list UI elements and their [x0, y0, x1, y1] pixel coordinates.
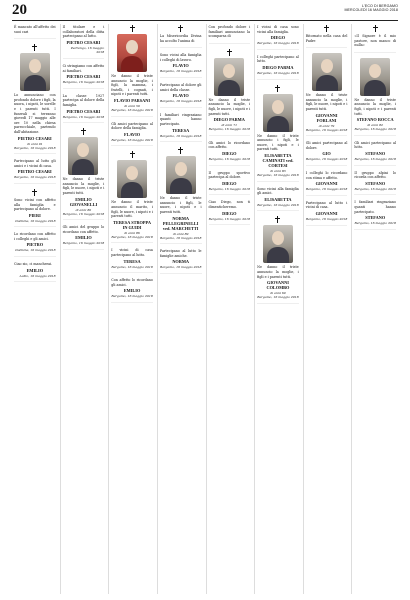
notice-text: I vicini di casa sono vicini alla famiglia.: [257, 25, 299, 34]
obituary-notice: [209, 141, 251, 166]
cross-icon: [227, 49, 232, 56]
notice-text: Con profondo dolore i familiari annunciano la scomparsa di: [208, 25, 251, 39]
deceased-name: EMILIO: [123, 288, 141, 294]
deceased-photo: [117, 34, 147, 72]
cross-icon: [81, 128, 86, 135]
deceased-name: STEFANO: [365, 180, 386, 186]
deceased-name: DIEGO: [222, 180, 237, 186]
obituary-notice: [14, 159, 56, 184]
notice-text: Partecipano al lutto i vicini di casa.: [305, 200, 348, 210]
deceased-name: PIERI: [28, 212, 41, 218]
obituary-notice: [209, 25, 251, 44]
notice-text: Ne danno il triste annuncio la moglie, i figli, le nuore, i nipoti e i parenti tutti.: [62, 177, 105, 195]
notice-place-date: Bergamo, 16 maggio 2018: [111, 294, 153, 299]
deceased-photo: [214, 58, 244, 96]
notice-place-date: Bergamo, 16 maggio 2018: [62, 211, 105, 216]
obituary-notice: [160, 147, 202, 244]
obituary-notice: [160, 53, 202, 78]
notice-place-date: Pedrengo, 16 maggio 2018: [70, 45, 105, 55]
deceased-name: PIETRO CESARI: [17, 135, 52, 141]
cross-icon: [178, 25, 183, 32]
notice-text: Ciao Diego, non ti dimenticheremo.: [208, 200, 251, 209]
obituary-notice: [160, 83, 202, 108]
deceased-age: di anni 60: [270, 291, 286, 296]
notice-place-date: Bergamo, 16 maggio 2018: [257, 202, 299, 207]
obituary-notice: [63, 225, 105, 250]
deceased-name: PIETRO CESARI: [66, 39, 101, 45]
deceased-age: di anni 71: [221, 123, 238, 128]
notice-place-date: Bergamo, 16 maggio 2018: [62, 80, 105, 85]
cross-icon: [130, 25, 135, 32]
cross-icon: [324, 25, 329, 32]
deceased-photo: [117, 160, 147, 198]
page-header: [12, 4, 398, 21]
notice-place-date: Bergamo, 16 maggio 2018: [111, 137, 153, 142]
notice-text: Gli amici partecipano al dolore.: [305, 141, 348, 150]
notice-place-date: Bergamo, 16 maggio 2018: [305, 216, 348, 221]
deceased-photo: [20, 53, 50, 91]
obituary-notice: [209, 171, 251, 196]
cross-icon: [32, 44, 37, 51]
obituary-notice: [14, 44, 56, 154]
notice-text: Ne danno il triste annuncio la moglie, i figli, i nipoti e i parenti tutti.: [354, 97, 396, 116]
notice-text: I colleghi partecipano al lutto.: [257, 54, 299, 64]
obituary-notice: [257, 187, 299, 212]
notice-place-date: Bergamo, 16 maggio 2018: [159, 99, 202, 104]
obituary-notice: [306, 53, 348, 136]
obituary-notice: [160, 25, 202, 48]
deceased-photo: [166, 156, 196, 194]
notice-text: Ne danno il triste annuncio i figli, le nuore, i nipoti e i parenti tutti.: [159, 196, 202, 214]
deceased-name: TERESA STROPPA IN GUIDI: [113, 219, 151, 230]
notice-text: Il titolare e i collaboratori della ditta partecipano al lutto.: [62, 25, 105, 39]
notice-place-date: Bergamo, 16 maggio 2018: [354, 186, 396, 191]
notice-text: Il gruppo sportivo partecipa al dolore.: [208, 170, 251, 180]
deceased-name: EMILIO: [75, 235, 92, 241]
notice-place-date: Bergamo, 16 maggio 2018: [62, 114, 105, 119]
notice-place-date: Bergamo, 16 maggio 2018: [14, 175, 56, 180]
deceased-name: FLAVIO PARSANI: [114, 97, 151, 103]
deceased-name: DIEGO: [222, 150, 237, 156]
obituary-notice: [14, 189, 56, 227]
notice-text: Gli amici partecipano al lutto.: [354, 140, 396, 150]
notice-text: Ritornato nella casa del Padre: [305, 34, 348, 43]
deceased-age: di anni 91: [26, 141, 43, 146]
deceased-age: di anni 89: [172, 231, 189, 236]
notice-text: La Misericordia Divina ha accolto l'anima di: [159, 34, 202, 43]
notice-text: Gli amici del gruppo lo ricordano con affetto.: [62, 225, 105, 234]
deceased-name: GIOVANNI: [315, 181, 338, 187]
notice-text: Sono vicini alla famiglia i colleghi di lavoro.: [159, 53, 202, 62]
obituary-notice: [14, 232, 56, 257]
deceased-name: ELISABETTA: [264, 196, 292, 202]
notice-place-date: Bergamo, 16 maggio 2018: [257, 295, 299, 300]
obituary-notice: [14, 262, 56, 282]
deceased-photo: [360, 58, 390, 96]
notice-place-date: Bergamo, 16 maggio 2018: [305, 187, 348, 192]
column-8: [351, 24, 398, 594]
notice-text: Gli amici partecipano al dolore della famiglia.: [111, 121, 153, 131]
deceased-photo: [68, 137, 98, 175]
notice-place-date: Bergamo, 16 maggio 2018: [305, 157, 348, 162]
publication-date: MERCOLEDÌ 16 MAGGIO 2018: [344, 8, 398, 13]
notice-text: Sono vicini alla famiglia gli amici.: [257, 186, 299, 196]
notice-place-date: Dalmine, 16 maggio 2018: [15, 248, 56, 253]
notice-text: Lo ricordano con affetto i colleghi e gli amici.: [14, 232, 56, 241]
notice-place-date: Bergamo, 16 maggio 2018: [354, 127, 396, 132]
obituary-notice: [111, 25, 153, 117]
deceased-name: FLAVIO: [172, 63, 189, 69]
obituary-notice: [306, 25, 348, 48]
column-4: [157, 24, 204, 594]
notice-text: Ne danno il triste annuncio la moglie, i figli, le nuore, i nipoti e i parenti tutti.: [305, 93, 348, 111]
publication-info: [344, 4, 398, 13]
obituary-notice: [63, 25, 105, 59]
deceased-name: PIETRO: [26, 242, 44, 248]
obituary-notice: [354, 141, 396, 166]
deceased-age: di anni 82: [367, 123, 384, 128]
notice-text: Il gruppo alpini lo ricorda con affetto.: [354, 170, 396, 180]
deceased-name: FLAVIO: [123, 131, 141, 137]
deceased-name: FLAVIO: [172, 93, 189, 99]
obituary-notice: [306, 201, 348, 226]
notice-text: Ne danno il triste annuncio il marito, i figli, le nuore, i nipoti e i parenti tutti.: [111, 200, 153, 219]
notice-place-date: Bergamo, 16 maggio 2018: [354, 221, 396, 226]
notice-place-date: Bergamo, 16 maggio 2018: [159, 235, 202, 240]
notice-place-date: Bergamo, 16 maggio 2018: [111, 107, 153, 112]
notice-place-date: Bergamo, 16 maggio 2018: [257, 70, 299, 75]
notice-place-date: Bergamo, 16 maggio 2018: [208, 186, 251, 191]
notice-place-date: Bergamo, 16 maggio 2018: [208, 156, 251, 161]
deceased-photo: [263, 94, 293, 132]
notice-text: I familiari ringraziano quanti hanno partecipato.: [159, 112, 202, 126]
notice-text: Ne danno il triste annuncio la moglie, i figli, la mamma, i fratelli, i cognati, i nipoti e i parenti tutti.: [111, 74, 153, 97]
notice-text: Sono vicini con affetto alla famiglia e partecipano al dolore.: [14, 197, 56, 212]
cross-icon: [178, 147, 183, 154]
obituary-notice: [354, 200, 396, 229]
obituary-notice: [354, 25, 396, 53]
notice-text: Ciao zio, ci mancherai.: [14, 262, 53, 267]
cross-icon: [275, 216, 280, 223]
deceased-photo: [312, 53, 342, 91]
deceased-name: STEFANO ROCCA: [356, 117, 394, 123]
deceased-name: PIETRO CESARI: [66, 74, 101, 80]
obituary-notice: [209, 200, 251, 225]
obituary-columns: [12, 24, 398, 594]
column-7: [303, 24, 350, 594]
notice-place-date: Lallio, 16 maggio 2018: [19, 273, 56, 278]
notice-place-date: Bergamo, 16 maggio 2018: [159, 265, 202, 270]
notice-text: Partecipano al lutto gli amici e i vicini di casa.: [14, 159, 56, 168]
notice-text: I vicini di casa partecipano al lutto.: [111, 248, 153, 257]
obituary-notice: [111, 248, 153, 273]
column-5: [206, 24, 253, 594]
cross-icon: [130, 151, 135, 158]
notice-place-date: Bergamo, 16 maggio 2018: [257, 41, 299, 46]
deceased-name: DIEGO: [222, 210, 237, 216]
column-6: [254, 24, 301, 594]
obituary-notice: [63, 94, 105, 123]
notice-place-date: Bergamo, 16 maggio 2018: [111, 264, 153, 269]
deceased-photo: [263, 225, 293, 263]
notice-place-date: Bergamo, 16 maggio 2018: [14, 145, 56, 150]
deceased-name: PIETRO CESARI: [17, 169, 52, 175]
deceased-age: di anni 59: [124, 103, 140, 108]
obituary-notice: [306, 141, 348, 166]
notice-text: Ne danno il triste annuncio la moglie, i figli e i parenti tutti.: [257, 265, 299, 279]
deceased-name: GIOVANNI COLOMBO: [266, 280, 290, 291]
notice-place-date: Bergamo, 16 maggio 2018: [305, 127, 348, 132]
deceased-age: di anni 80: [75, 207, 92, 212]
deceased-name: EMILIO GIOVANELLI: [69, 196, 98, 207]
notice-text: Lo annunciano con profondo dolore i figli, la nuora, i nipoti, le sorelle e i parenti tutti. I funerali si terranno giovedì 17 maggio alle ore 10 nella chiesa parrocchiale, partendo dall'abitazione.: [14, 93, 56, 134]
obituary-notice: [111, 122, 153, 147]
notice-text: I colleghi lo ricordano con stima e affetto.: [305, 170, 348, 180]
notice-place-date: Bergamo, 16 maggio 2018: [354, 156, 396, 161]
notice-place-date: Bergamo, 16 maggio 2018: [159, 133, 202, 138]
obituary-notice: [354, 58, 396, 136]
notice-place-date: Bergamo, 16 maggio 2018: [208, 127, 251, 132]
obituary-notice: [257, 216, 299, 303]
deceased-name: STEFANO: [365, 215, 386, 221]
page-number: 20: [12, 2, 27, 18]
obituary-notice: [257, 25, 299, 50]
notice-text: Partecipano al lutto le famiglie amiche.: [159, 249, 202, 258]
obituary-notice: [63, 64, 105, 89]
obituary-notice: [63, 128, 105, 220]
deceased-name: GIO: [322, 151, 331, 157]
deceased-name: TERESA: [172, 127, 190, 133]
obituary-notice: [257, 55, 299, 80]
deceased-name: NORMA: [172, 259, 190, 265]
deceased-name: STEFANO: [365, 150, 386, 156]
column-2: [60, 24, 107, 594]
notice-text: È mancato all'affetto dei suoi cari: [14, 25, 56, 34]
obituary-notice: [306, 171, 348, 196]
notice-place-date: Bergamo, 16 maggio 2018: [111, 234, 153, 239]
obituary-notice: [209, 49, 251, 136]
notice-text: Con affetto lo ricordano gli amici.: [111, 278, 153, 287]
notice-text: «Il Signore è il mio pastore, non manco di nulla»: [354, 34, 396, 48]
obituary-notice: [354, 171, 396, 196]
obituary-notice: [14, 25, 56, 39]
column-1: [12, 24, 58, 594]
notice-text: Ne danno il triste annuncio la moglie, i figli, le nuore, i nipoti e i parenti tutti.: [208, 97, 251, 116]
deceased-name: EMILIO: [26, 267, 44, 273]
notice-text: Ci stringiamo con affetto ai familiari.: [62, 63, 105, 73]
notice-text: La classe 1927 partecipa al dolore della famiglia.: [62, 93, 105, 107]
notice-text: Ne danno il triste annuncio i figli, le nuore, i nipoti e i parenti tutti.: [257, 133, 299, 152]
deceased-name: ELISABETTA CAMINATI ved. CORTESI: [262, 152, 294, 168]
notice-text: Partecipano al dolore gli amici della classe.: [159, 82, 202, 92]
column-3: [108, 24, 155, 594]
deceased-age: di anni 86: [124, 230, 140, 235]
obituary-notice: [111, 278, 153, 303]
obituary-notice: [160, 113, 202, 142]
deceased-name: DIEGO PARMA: [213, 117, 245, 123]
deceased-name: PIETRO CESARI: [66, 108, 101, 114]
obituary-notice: [111, 151, 153, 243]
cross-icon: [32, 189, 37, 196]
deceased-name: DIEGO PARMA: [262, 64, 294, 70]
notice-text: I familiari ringraziano quanti hanno partecipato.: [354, 200, 396, 214]
deceased-name: GIOVANNI FORLANI: [315, 112, 338, 123]
obituary-notice: [160, 249, 202, 274]
notice-place-date: Bergamo, 16 maggio 2018: [159, 69, 202, 74]
cross-icon: [373, 25, 378, 32]
notice-place-date: Bergamo, 16 maggio 2018: [62, 241, 105, 246]
deceased-name: DIEGO: [270, 35, 286, 41]
deceased-name: NORMA PELLEGRINELLI ved. MARCHETTI: [162, 215, 199, 231]
deceased-name: TERESA: [123, 258, 141, 264]
notice-place-date: Bergamo, 16 maggio 2018: [257, 172, 299, 177]
publication-name: L'ECO DI BERGAMO: [361, 4, 398, 8]
deceased-age: di anni 83: [270, 168, 286, 173]
deceased-age: di anni 79: [318, 123, 335, 128]
notice-place-date: Dalmine, 16 maggio 2018: [15, 218, 56, 223]
notice-text: Gli amici lo ricordano con affetto.: [208, 140, 251, 150]
deceased-name: GIOVANNI: [315, 210, 338, 216]
obituary-notice: [257, 85, 299, 182]
notice-place-date: Bergamo, 16 maggio 2018: [208, 216, 251, 221]
cross-icon: [275, 85, 280, 92]
